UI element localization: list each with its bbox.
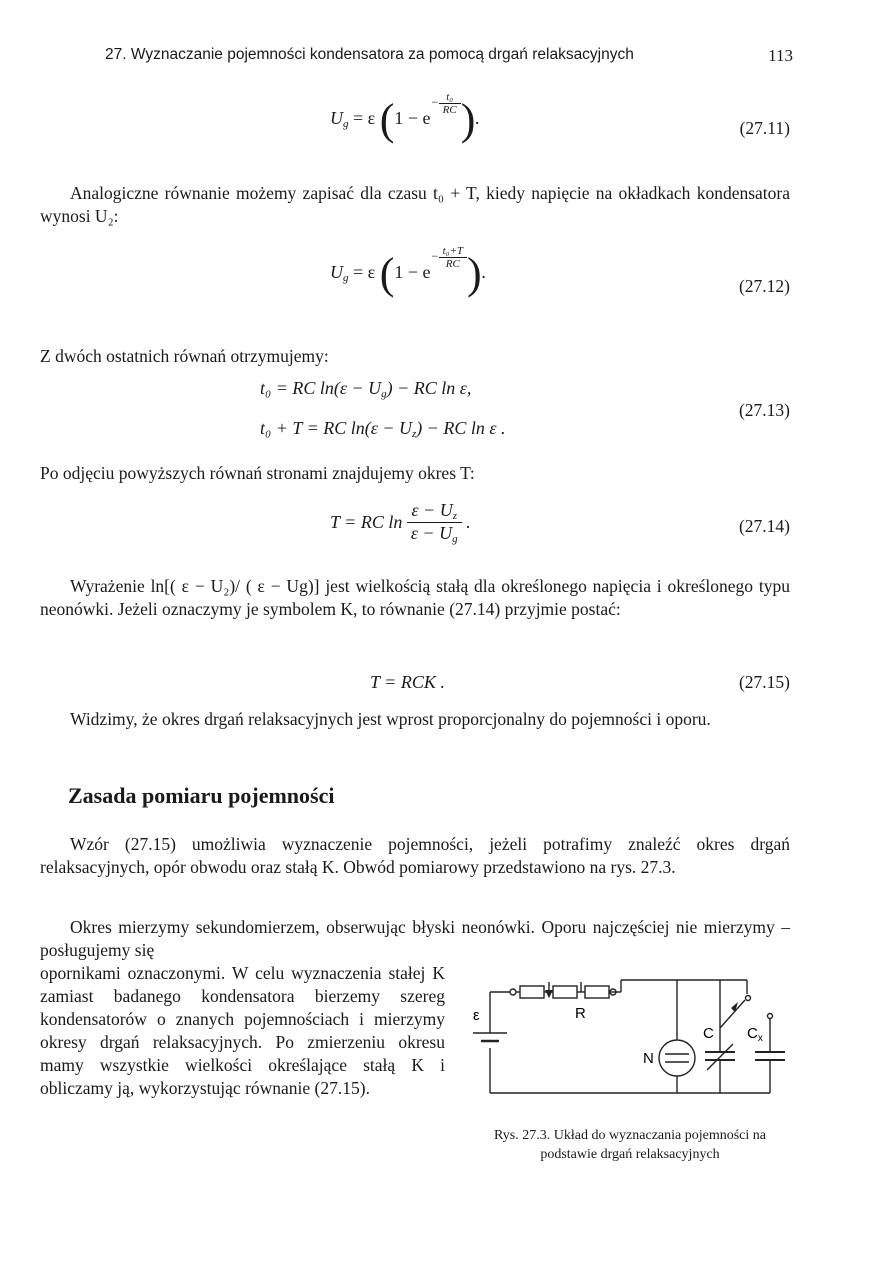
equation-27-11: $U_g = \varepsilon$ ($1 - e^{- \frac{\text{t₀}}{RC}}$ ). <box>330 90 480 144</box>
paragraph: Widzimy, że okres drgań relaksacyjnych jest wprost proporcjonalny do pojemności i oporu. <box>70 709 711 729</box>
equation-27-13-line1: t₀ = RC $\ln(\varepsilon - U_g)$ − RC ln ε, <box>260 378 472 400</box>
equation-number: (27.15) <box>738 672 790 692</box>
paragraph: Z dwóch ostatnich równań otrzymujemy: <box>40 346 329 366</box>
equation-27-14: T = RC ln $\frac{\varepsilon - U_z}{\varepsilon - U_g}$ . <box>330 500 471 545</box>
cap-ref-label: C <box>703 1025 714 1042</box>
neon-label: N <box>643 1050 654 1067</box>
equation-number: (27.14) <box>738 516 790 536</box>
paragraph: Analogiczne równanie możemy zapisać dla czasu t₀ + T, kiedy napięcie na okładkach kondensatora wynosi U₂: <box>40 183 790 226</box>
equation-number: (27.13) <box>738 400 790 420</box>
paragraph: Wyrażenie ln[( ε − U₂)/ ( ε − Ug)] jest wielkością stałą dla określonego napięcia i określonego typu neonówki. Jeżeli oznaczymy je symbolem K, to równanie (27.14) przyjmie postać: <box>40 576 790 619</box>
cap-x-label: $C_x$ <box>747 1025 763 1044</box>
running-header <box>105 46 793 64</box>
equation-27-12: $U_g = \varepsilon$ ($1 - e^{- \frac{\text{t₀+T}}{RC}}$ ). <box>330 244 487 298</box>
resistor-label: R <box>575 1005 586 1022</box>
paragraph-column: opornikami oznaczonymi. W celu wyznaczenia stałej K zamiast badanego kondensatora bierzemy szereg kondensatorów o znanych pojemnościach i mierzymy okresy drgań relaksacyjnych. Po zmierzeniu okresu mamy wszystkie wielkości określające stałą K i obliczamy ją, wykorzystując równanie (27.15). <box>40 963 445 1098</box>
emf-label: ε <box>473 1007 480 1024</box>
paragraph: Po odjęciu powyższych równań stronami znajdujemy okres T: <box>40 463 475 483</box>
equation-27-13-line2: t₀ + T = RC $\ln(\varepsilon - U_z)$ − RC ln ε . <box>260 418 506 440</box>
page-number: 113 <box>768 46 793 65</box>
paragraph: Okres mierzymy sekundomierzem, obserwując błyski neonówki. Oporu najczęściej nie mierzymy – posługujemy się <box>40 917 790 960</box>
equation-number: (27.11) <box>739 118 790 138</box>
figure-caption: Rys. 27.3. Układ do wyznaczania pojemności na podstawie drgań relaksacyjnych <box>494 1128 766 1162</box>
chapter-title: 27. Wyznaczanie pojemności kondensatora za pomocą drgań relaksacyjnych <box>105 46 634 63</box>
circuit-diagram <box>465 968 795 1123</box>
paragraph: Wzór (27.15) umożliwia wyznaczenie pojemności, jeżeli potrafimy znaleźć okres drgań relaksacyjnych, opór obwodu oraz stałą K. Obwód pomiarowy przedstawiono na rys. 27.3. <box>40 834 790 877</box>
section-heading: Zasada pomiaru pojemności <box>68 783 335 808</box>
equation-27-15: T = RCK . <box>370 672 445 692</box>
equation-number: (27.12) <box>738 276 790 296</box>
